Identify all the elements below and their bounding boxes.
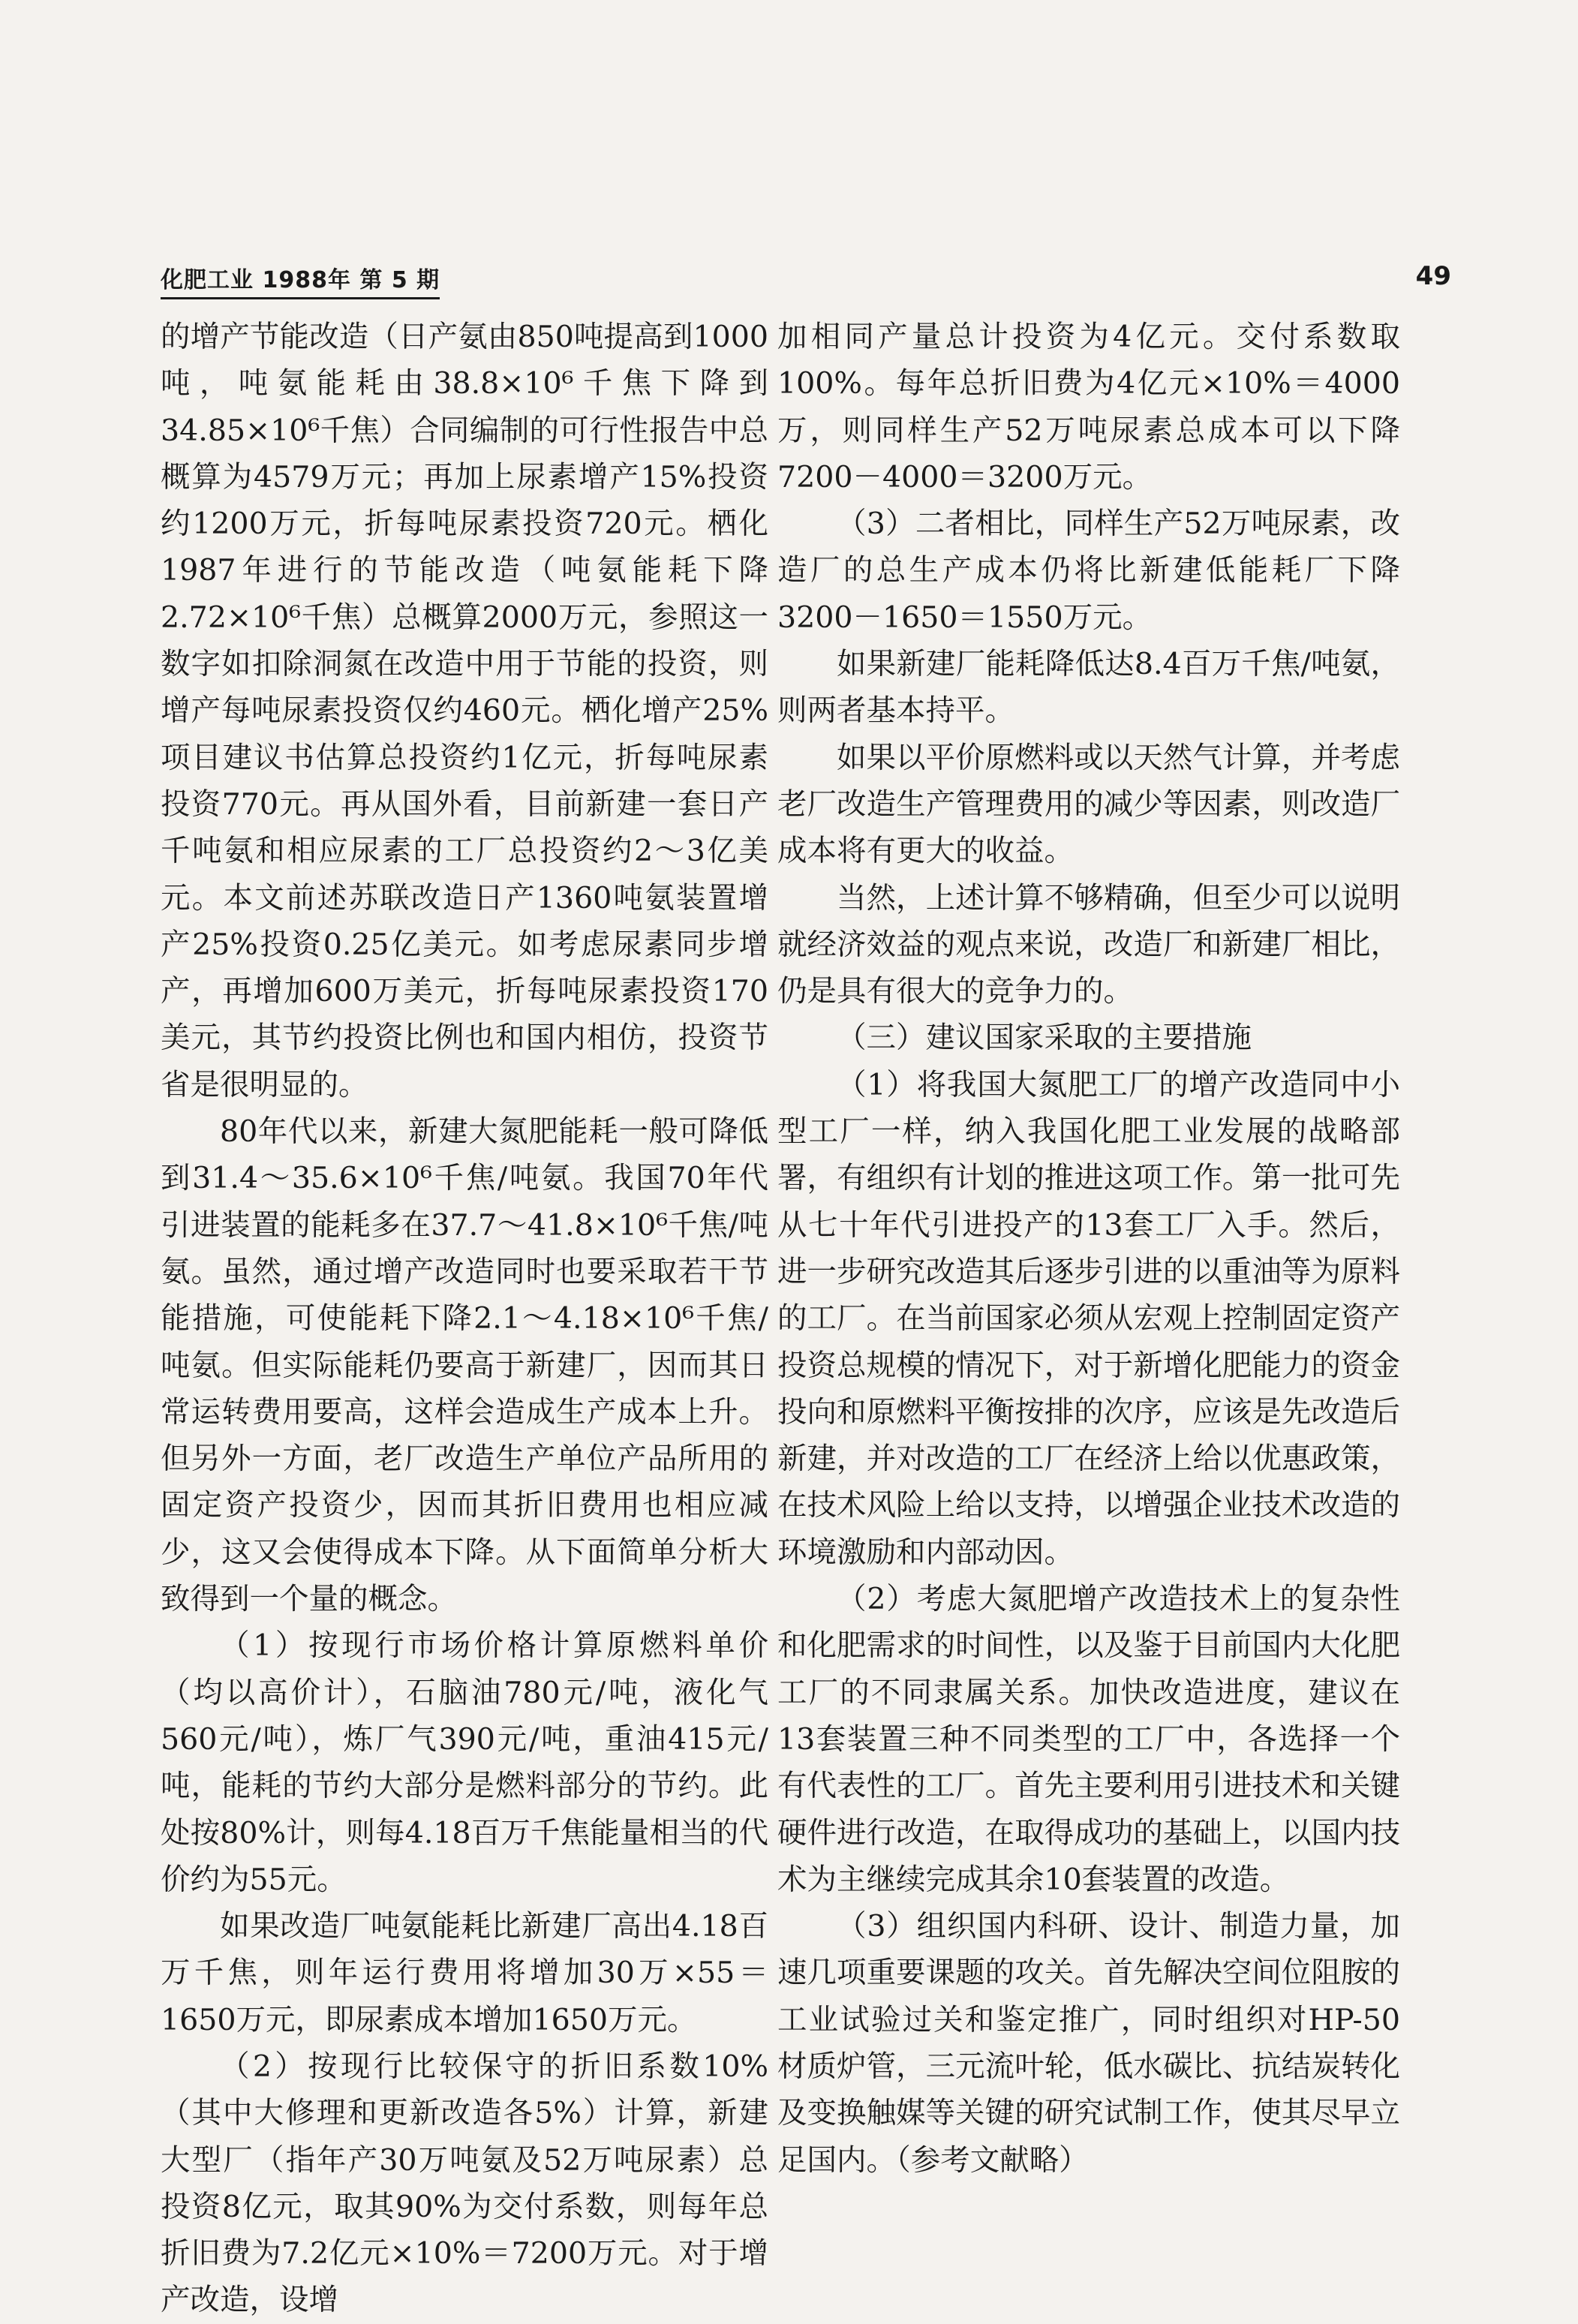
right-column <box>777 314 1400 2184</box>
section-heading: （三）建议国家采取的主要措施 <box>837 1021 1252 1056</box>
paragraph: 80年代以来，新建大氮肥能耗一般可降低到31.4～35.6×10⁶千焦/吨氨。我国70年代引进装置的能耗多在37.7～41.8×10⁶千焦/吨氨。虽然，通过增产改造同时也要采取若干节能措施，可使能耗下降2.1～4.18×10⁶千焦/吨氨。但实际能耗仍要高于新建厂，因而其日常运转费用要高，这样会造成生产成本上升。但另外一方面，老厂改造生产单位产品所用的固定资产投资少，因而其折旧费用也相应减少，这又会使得成本下降。从下面简单分析大致得到一个量的概念。 <box>161 1114 768 1617</box>
journal-header: 化肥工业 1988年 第 5 期 <box>161 261 440 299</box>
left-column <box>161 314 768 2324</box>
running-header <box>161 261 1451 308</box>
paragraph: 加相同产量总计投资为4亿元。交付系数取100%。每年总折旧费为4亿元×10%＝4000万，则同样生产52万吨尿素总成本可以下降7200－4000＝3200万元。 <box>777 320 1400 495</box>
paragraph: （2）考虑大氮肥增产改造技术上的复杂性和化肥需求的时间性，以及鉴于目前国内大化肥工厂的不同隶属关系。加快改造进度，建议在13套装置三种不同类型的工厂中，各选择一个有代表性的工厂。首先主要利用引进技术和关键硬件进行改造，在取得成功的基础上，以国内技术为主继续完成其余10套装置的改造。 <box>777 1582 1400 1897</box>
paragraph: 当然，上述计算不够精确，但至少可以说明就经济效益的观点来说，改造厂和新建厂相比，仍是具有很大的竞争力的。 <box>777 880 1400 1009</box>
paragraph: （1）按现行市场价格计算原燃料单价（均以高价计），石脑油780元/吨，液化气560元/吨），炼厂气390元/吨，重油415元/吨，能耗的节约大部分是燃料部分的节约。此处按80%计，则每4.18百万千焦能量相当的代价约为55元。 <box>161 1628 768 1897</box>
paragraph: （1）将我国大氮肥工厂的增产改造同中小型工厂一样，纳入我国化肥工业发展的战略部署，有组织有计划的推进这项工作。第一批可先从七十年代引进投产的13套工厂入手。然后，进一步研究改造其后逐步引进的以重油等为原料的工厂。在当前国家必须从宏观上控制固定资产投资总规模的情况下，对于新增化肥能力的资金投向和原燃料平衡按排的次序，应该是先改造后新建，并对改造的工厂在经济上给以优惠政策，在技术风险上给以支持，以增强企业技术改造的环境激励和内部动因。 <box>777 1067 1400 1570</box>
paragraph: 如果以平价原燃料或以天然气计算，并考虑老厂改造生产管理费用的减少等因素，则改造厂成本将有更大的收益。 <box>777 740 1400 869</box>
paragraph: 的增产节能改造（日产氨由850吨提高到1000吨，吨氨能耗由38.8×10⁶千焦下降到34.85×10⁶千焦）合同编制的可行性报告中总概算为4579万元；再加上尿素增产15%投资约1200万元，折每吨尿素投资720元。栖化1987年进行的节能改造（吨氨能耗下降2.72×10⁶千焦）总概算2000万元，参照这一数字如扣除洞氮在改造中用于节能的投资，则增产每吨尿素投资仅约460元。栖化增产25%项目建议书估算总投资约1亿元，折每吨尿素投资770元。再从国外看，目前新建一套日产千吨氨和相应尿素的工厂总投资约2～3亿美元。本文前述苏联改造日产1360吨氨装置增产25%投资0.25亿美元。如考虑尿素同步增产，再增加600万美元，折每吨尿素投资170美元，其节约投资比例也和国内相仿，投资节省是很明显的。 <box>161 320 768 1102</box>
page-number: 49 <box>1415 261 1451 291</box>
paragraph: （3）二者相比，同样生产52万吨尿素，改造厂的总生产成本仍将比新建低能耗厂下降3200－1650＝1550万元。 <box>777 507 1400 635</box>
paragraph: 如果改造厂吨氨能耗比新建厂高出4.18百万千焦，则年运行费用将增加30万×55＝1650万元，即尿素成本增加1650万元。 <box>161 1909 768 2037</box>
paragraph: （3）组织国内科研、设计、制造力量，加速几项重要课题的攻关。首先解决空间位阻胺的工业试验过关和鉴定推广，同时组织对HP-50材质炉管，三元流叶轮，低水碳比、抗结炭转化及变换触媒等关键的研究试制工作，使其尽早立足国内。（参考文献略） <box>777 1909 1400 2178</box>
paragraph: 如果新建厂能耗降低达8.4百万千焦/吨氨，则两者基本持平。 <box>777 647 1400 729</box>
paragraph: （2）按现行比较保守的折旧系数10%（其中大修理和更新改造各5%）计算，新建大型厂（指年产30万吨氨及52万吨尿素）总投资8亿元，取其90%为交付系数，则每年总折旧费为7.2亿元×10%＝7200万元。对于增产改造，设增 <box>161 2049 768 2318</box>
